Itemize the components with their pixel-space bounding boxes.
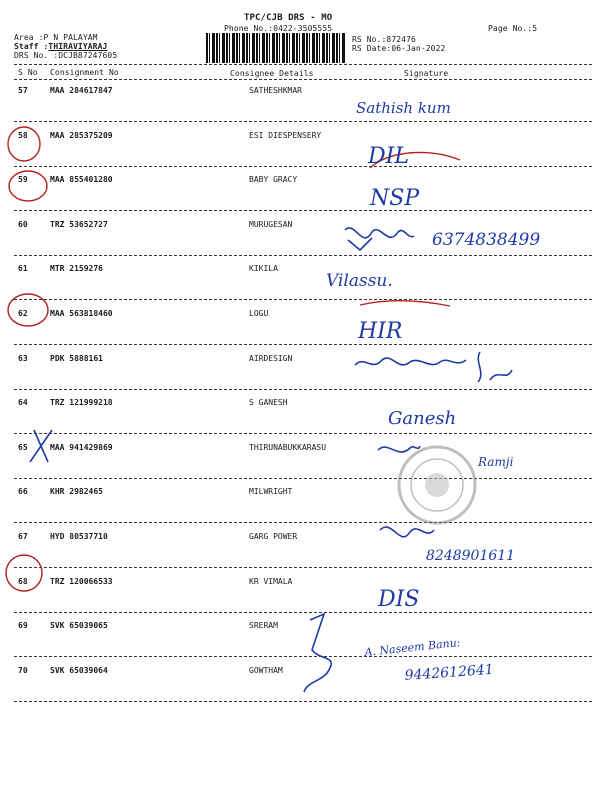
- signature-65: Ramji: [478, 455, 514, 469]
- rs-number: RS No.:872476: [352, 35, 416, 44]
- table-row: [0, 220, 600, 264]
- signature-59: NSP: [370, 186, 420, 211]
- consignee-name: MURUGESAN: [249, 219, 293, 229]
- table-row: [0, 354, 600, 398]
- consignment-number: MAA 284617847: [50, 86, 113, 95]
- consignee-name: SRERAM: [249, 621, 278, 631]
- row-divider: [14, 344, 592, 345]
- consignee-name: S GANESH: [249, 398, 288, 408]
- phone-69: 9442612641: [404, 661, 495, 684]
- column-header-consignee: Consignee Details: [230, 69, 314, 78]
- rs-date: RS Date:06-Jan-2022: [352, 44, 446, 53]
- row-divider: [14, 656, 592, 657]
- column-header-consignment: Consignment No: [50, 68, 119, 77]
- consignment-number: KHR 2982465: [50, 487, 103, 497]
- row-divider: [14, 701, 592, 702]
- page-number: Page No.:5: [488, 24, 538, 33]
- table-row: [0, 398, 600, 442]
- serial-number: 67: [18, 532, 28, 541]
- row-divider: [14, 255, 592, 256]
- consignment-number: SVK 65039065: [50, 621, 108, 631]
- row-divider: [14, 567, 592, 568]
- row-divider: [14, 389, 592, 390]
- consignee-name: GARG POWER: [249, 532, 298, 541]
- consignment-number: TRZ 53652727: [50, 219, 108, 229]
- row-divider: [14, 612, 592, 613]
- signature-64: Ganesh: [388, 408, 457, 429]
- serial-number: 58: [18, 130, 28, 140]
- row-divider: [14, 299, 592, 300]
- serial-number: 57: [18, 86, 28, 95]
- consignment-number: MTR 2159276: [50, 264, 103, 274]
- serial-number: 62: [18, 309, 28, 318]
- consignment-number: MAA 285375209: [50, 130, 113, 140]
- row-divider: [14, 210, 592, 211]
- row-divider: [14, 433, 592, 434]
- phone-60: 6374838499: [432, 230, 541, 250]
- serial-number: 60: [18, 219, 28, 229]
- consignee-name: MILWRIGHT: [249, 487, 293, 497]
- consignee-name: GOWTHAM: [249, 665, 283, 675]
- serial-number: 69: [18, 621, 28, 631]
- divider: [14, 79, 592, 80]
- phone-67: 8248901611: [426, 548, 516, 564]
- consignment-number: SVK 65039064: [50, 665, 108, 675]
- table-row: [0, 487, 600, 531]
- serial-number: 59: [18, 175, 28, 185]
- consignment-number: PDK 5888161: [50, 353, 103, 363]
- area: Area :P N PALAYAM: [14, 33, 98, 42]
- consignee-name: KIKILA: [249, 264, 278, 274]
- note-69: A. Naseem Banu:: [363, 635, 462, 659]
- consignment-number: MAA 855401280: [50, 175, 113, 185]
- table-row: [0, 443, 600, 487]
- column-header-sno: S No: [18, 68, 38, 77]
- serial-number: 64: [18, 398, 28, 408]
- consignment-number: MAA 563818460: [50, 309, 113, 318]
- consignment-number: HYD 80537710: [50, 532, 108, 541]
- consignee-name: BABY GRACY: [249, 175, 298, 185]
- consignee-name: LOGU: [249, 309, 269, 318]
- serial-number: 68: [18, 576, 28, 586]
- staff-label: Staff :: [14, 42, 49, 51]
- serial-number: 66: [18, 487, 28, 497]
- table-row: [0, 532, 600, 576]
- signature-58: DIL: [368, 144, 409, 169]
- serial-number: 70: [18, 665, 28, 675]
- consignee-name: AIRDESIGN: [249, 353, 293, 363]
- table-row: [0, 131, 600, 175]
- row-divider: [14, 522, 592, 523]
- consignee-name: SATHESHKMAR: [249, 86, 302, 95]
- signature-61: Vilassu.: [326, 271, 393, 291]
- table-row: [0, 666, 600, 710]
- serial-number: 63: [18, 353, 28, 363]
- table-row: [0, 86, 600, 130]
- column-header-signature: Signature: [404, 69, 449, 78]
- consignee-name: THIRUNABUKKARASU: [249, 442, 327, 452]
- barcode: [206, 33, 346, 63]
- consignee-name: ESI DIESPENSERY: [249, 130, 322, 140]
- staff: [14, 42, 107, 51]
- table-row: [0, 577, 600, 621]
- divider: [14, 64, 592, 65]
- signature-57: Sathish kum: [356, 99, 451, 117]
- table-row: [0, 264, 600, 308]
- consignment-number: TRZ 121999218: [50, 398, 113, 408]
- table-row: [0, 621, 600, 665]
- row-divider: [14, 121, 592, 122]
- signature-68: DIS: [378, 587, 420, 612]
- staff-name: THIRAVIYARAJ: [48, 42, 108, 51]
- consignment-number: TRZ 120066533: [50, 576, 113, 586]
- consignee-name: KR VIMALA: [249, 576, 293, 586]
- row-divider: [14, 478, 592, 479]
- serial-number: 61: [18, 264, 28, 274]
- drs-number: DRS No. :DCJB87247605: [14, 51, 118, 60]
- table-row: [0, 309, 600, 353]
- phone-number: Phone No.:0422-3505555: [224, 24, 333, 33]
- serial-number: 65: [18, 442, 28, 452]
- row-divider: [14, 166, 592, 167]
- signature-62: HIR: [358, 319, 403, 344]
- table-row: [0, 175, 600, 219]
- document-title: TPC/CJB DRS - MO: [244, 13, 333, 23]
- consignment-number: MAA 941429869: [50, 442, 113, 452]
